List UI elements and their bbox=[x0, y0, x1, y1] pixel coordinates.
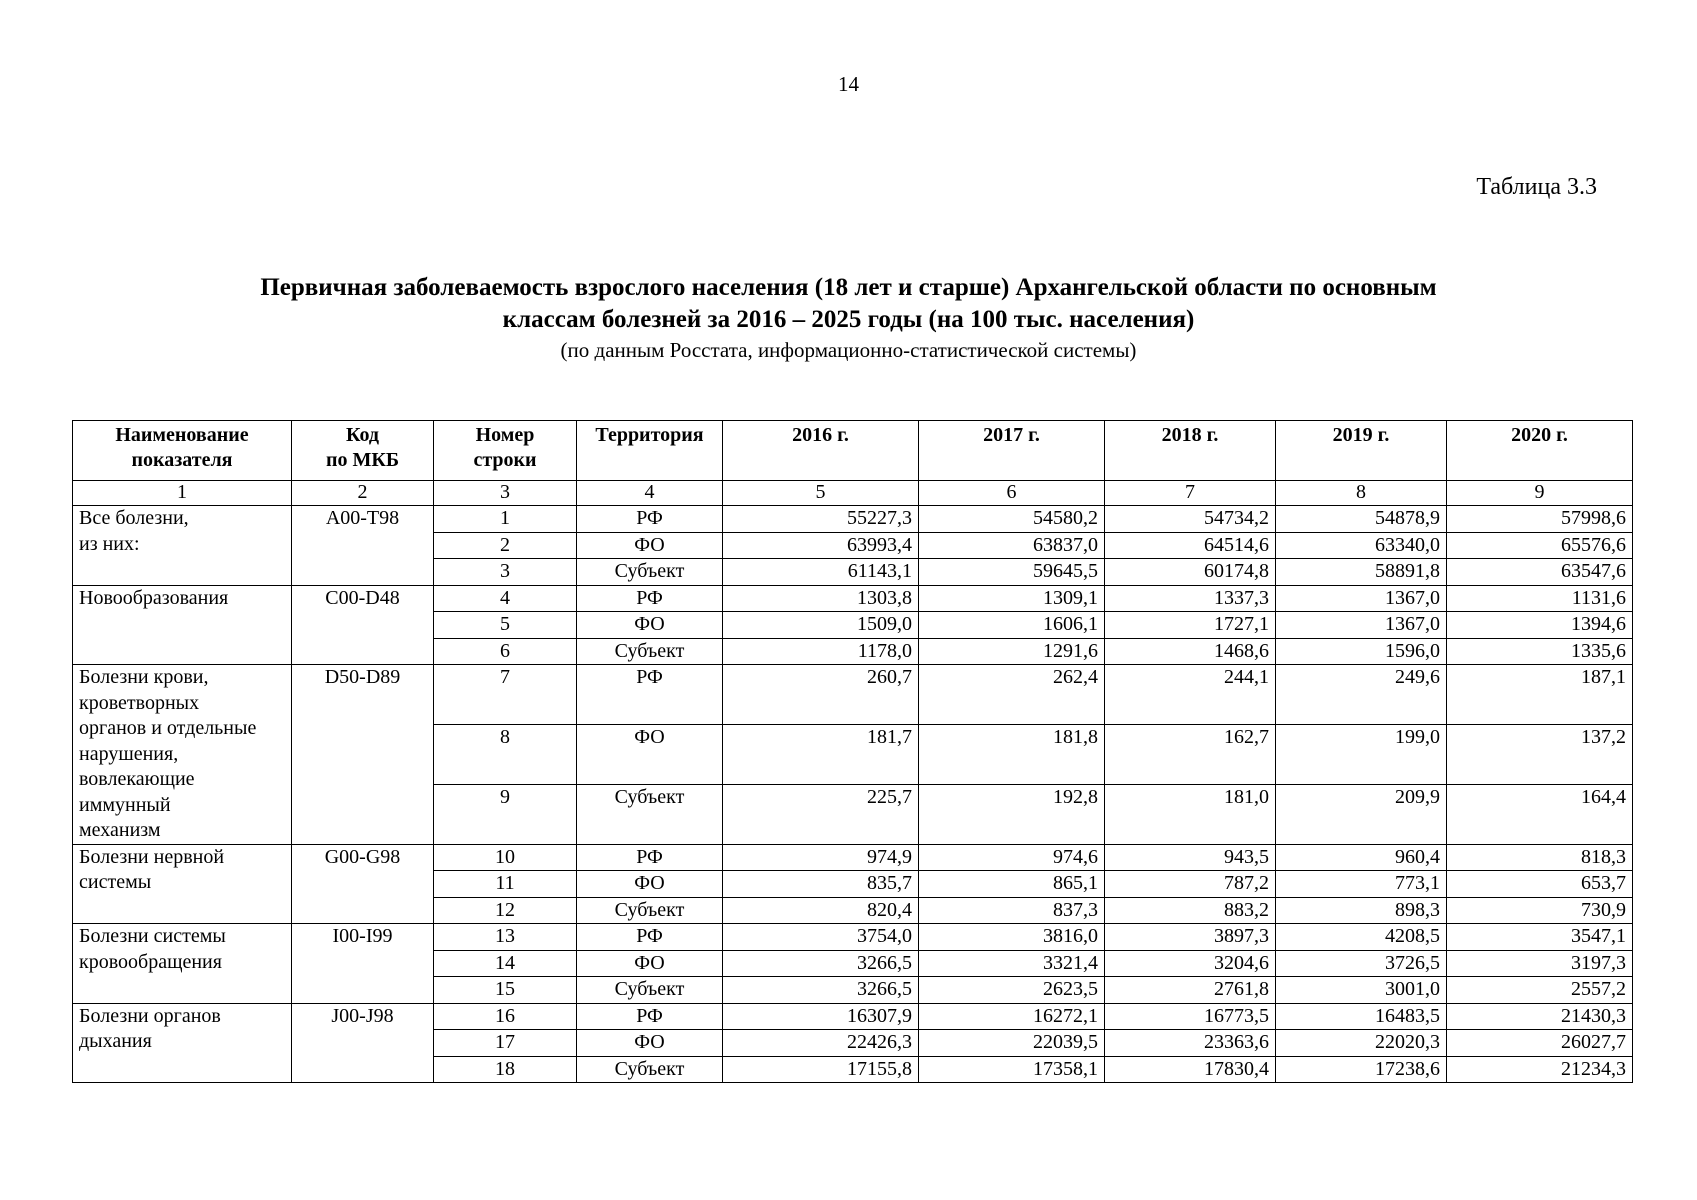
value-cell: 54734,2 bbox=[1105, 506, 1276, 533]
territory-cell: РФ bbox=[577, 665, 723, 725]
column-number: 1 bbox=[73, 481, 292, 506]
value-cell: 63837,0 bbox=[919, 532, 1105, 559]
value-cell: 137,2 bbox=[1447, 724, 1633, 784]
value-cell: 730,9 bbox=[1447, 897, 1633, 924]
row-number-cell: 6 bbox=[434, 638, 577, 665]
value-cell: 22426,3 bbox=[723, 1030, 919, 1057]
value-cell: 3897,3 bbox=[1105, 924, 1276, 951]
indicator-name-cell bbox=[73, 585, 292, 665]
value-cell: 1394,6 bbox=[1447, 612, 1633, 639]
value-cell: 21430,3 bbox=[1447, 1003, 1633, 1030]
header-year-2017: 2017 г. bbox=[919, 421, 1105, 481]
indicator-name-cell bbox=[73, 844, 292, 924]
value-cell: 3726,5 bbox=[1276, 950, 1447, 977]
row-number-cell: 4 bbox=[434, 585, 577, 612]
value-cell: 3001,0 bbox=[1276, 977, 1447, 1004]
header-year-2019: 2019 г. bbox=[1276, 421, 1447, 481]
value-cell: 162,7 bbox=[1105, 724, 1276, 784]
column-number: 7 bbox=[1105, 481, 1276, 506]
value-cell: 59645,5 bbox=[919, 559, 1105, 586]
value-cell: 837,3 bbox=[919, 897, 1105, 924]
territory-cell: ФО bbox=[577, 871, 723, 898]
territory-cell: ФО bbox=[577, 1030, 723, 1057]
indicator-name-line: Болезни органов bbox=[79, 1004, 221, 1027]
value-cell: 1178,0 bbox=[723, 638, 919, 665]
row-number-cell: 13 bbox=[434, 924, 577, 951]
value-cell: 192,8 bbox=[919, 784, 1105, 844]
value-cell: 835,7 bbox=[723, 871, 919, 898]
indicator-name-cell bbox=[73, 924, 292, 1004]
icd-code-cell: C00-D48 bbox=[292, 585, 434, 665]
indicator-name-line: кроветворных bbox=[79, 691, 200, 714]
value-cell: 57998,6 bbox=[1447, 506, 1633, 533]
value-cell: 16773,5 bbox=[1105, 1003, 1276, 1030]
header-year-2016: 2016 г. bbox=[723, 421, 919, 481]
column-number: 9 bbox=[1447, 481, 1633, 506]
value-cell: 3266,5 bbox=[723, 950, 919, 977]
header-row bbox=[73, 421, 1633, 481]
value-cell: 63340,0 bbox=[1276, 532, 1447, 559]
indicator-name-line: из них: bbox=[79, 532, 140, 555]
value-cell: 262,4 bbox=[919, 665, 1105, 725]
table-row bbox=[73, 1003, 1633, 1030]
table-title bbox=[0, 272, 1697, 336]
row-number-cell: 2 bbox=[434, 532, 577, 559]
icd-code-cell: I00-I99 bbox=[292, 924, 434, 1004]
value-cell: 164,4 bbox=[1447, 784, 1633, 844]
row-number-cell: 14 bbox=[434, 950, 577, 977]
territory-cell: РФ bbox=[577, 506, 723, 533]
indicator-name-line: Все болезни, bbox=[79, 507, 189, 529]
value-cell: 3266,5 bbox=[723, 977, 919, 1004]
indicator-name-line: дыхания bbox=[79, 1030, 152, 1052]
value-cell: 3204,6 bbox=[1105, 950, 1276, 977]
value-cell: 17830,4 bbox=[1105, 1056, 1276, 1083]
value-cell: 2761,8 bbox=[1105, 977, 1276, 1004]
value-cell: 181,8 bbox=[919, 724, 1105, 784]
value-cell: 181,7 bbox=[723, 724, 919, 784]
header-year-2020: 2020 г. bbox=[1447, 421, 1633, 481]
value-cell: 818,3 bbox=[1447, 844, 1633, 871]
territory-cell: ФО bbox=[577, 724, 723, 784]
value-cell: 943,5 bbox=[1105, 844, 1276, 871]
indicator-name-line: системы bbox=[79, 871, 152, 893]
value-cell: 63993,4 bbox=[723, 532, 919, 559]
value-cell: 1337,3 bbox=[1105, 585, 1276, 612]
territory-cell: ФО bbox=[577, 950, 723, 977]
indicator-name-line: нарушения, bbox=[79, 742, 179, 765]
value-cell: 974,9 bbox=[723, 844, 919, 871]
row-number-cell: 7 bbox=[434, 665, 577, 725]
value-cell: 974,6 bbox=[919, 844, 1105, 871]
value-cell: 54580,2 bbox=[919, 506, 1105, 533]
value-cell: 1291,6 bbox=[919, 638, 1105, 665]
row-number-cell: 8 bbox=[434, 724, 577, 784]
value-cell: 865,1 bbox=[919, 871, 1105, 898]
value-cell: 898,3 bbox=[1276, 897, 1447, 924]
value-cell: 820,4 bbox=[723, 897, 919, 924]
value-cell: 16483,5 bbox=[1276, 1003, 1447, 1030]
value-cell: 1367,0 bbox=[1276, 585, 1447, 612]
value-cell: 60174,8 bbox=[1105, 559, 1276, 586]
territory-cell: РФ bbox=[577, 844, 723, 871]
value-cell: 21234,3 bbox=[1447, 1056, 1633, 1083]
value-cell: 260,7 bbox=[723, 665, 919, 725]
value-cell: 17238,6 bbox=[1276, 1056, 1447, 1083]
column-number: 4 bbox=[577, 481, 723, 506]
icd-code-cell: D50-D89 bbox=[292, 665, 434, 845]
column-number-row bbox=[73, 481, 1633, 506]
value-cell: 1367,0 bbox=[1276, 612, 1447, 639]
value-cell: 187,1 bbox=[1447, 665, 1633, 725]
value-cell: 209,9 bbox=[1276, 784, 1447, 844]
page-number: 14 bbox=[838, 72, 859, 96]
value-cell: 3197,3 bbox=[1447, 950, 1633, 977]
territory-cell: РФ bbox=[577, 924, 723, 951]
territory-cell: Субъект bbox=[577, 897, 723, 924]
table-subtitle: (по данным Росстата, информационно-статистической системы) bbox=[560, 338, 1137, 362]
value-cell: 653,7 bbox=[1447, 871, 1633, 898]
indicator-name-cell bbox=[73, 1003, 292, 1083]
territory-cell: Субъект bbox=[577, 977, 723, 1004]
value-cell: 64514,6 bbox=[1105, 532, 1276, 559]
value-cell: 1509,0 bbox=[723, 612, 919, 639]
value-cell: 1727,1 bbox=[1105, 612, 1276, 639]
table-row bbox=[73, 924, 1633, 951]
value-cell: 23363,6 bbox=[1105, 1030, 1276, 1057]
title-line-1: Первичная заболеваемость взрослого населения (18 лет и старше) Архангельской области по основным bbox=[260, 274, 1437, 301]
column-number: 3 bbox=[434, 481, 577, 506]
value-cell: 244,1 bbox=[1105, 665, 1276, 725]
indicator-name-line: механизм bbox=[79, 819, 161, 841]
value-cell: 3547,1 bbox=[1447, 924, 1633, 951]
value-cell: 249,6 bbox=[1276, 665, 1447, 725]
value-cell: 1303,8 bbox=[723, 585, 919, 612]
value-cell: 1335,6 bbox=[1447, 638, 1633, 665]
indicator-name-line: вовлекающие bbox=[79, 768, 195, 790]
territory-cell: ФО bbox=[577, 532, 723, 559]
value-cell: 22020,3 bbox=[1276, 1030, 1447, 1057]
table-row bbox=[73, 844, 1633, 871]
value-cell: 3321,4 bbox=[919, 950, 1105, 977]
title-line-2: классам болезней за 2016 – 2025 годы (на 100 тыс. населения) bbox=[502, 306, 1195, 333]
value-cell: 1606,1 bbox=[919, 612, 1105, 639]
indicator-name-line: органов и отдельные bbox=[79, 717, 257, 739]
indicator-name-line: иммунный bbox=[79, 793, 171, 816]
value-cell: 960,4 bbox=[1276, 844, 1447, 871]
table-row bbox=[73, 506, 1633, 533]
table-body bbox=[73, 481, 1633, 1083]
header-icd-code: Код по МКБ bbox=[292, 421, 434, 481]
table-label: Таблица 3.3 bbox=[1476, 174, 1597, 200]
territory-cell: Субъект bbox=[577, 638, 723, 665]
value-cell: 58891,8 bbox=[1276, 559, 1447, 586]
icd-code-cell: A00-T98 bbox=[292, 506, 434, 586]
value-cell: 1131,6 bbox=[1447, 585, 1633, 612]
territory-cell: РФ bbox=[577, 585, 723, 612]
row-number-cell: 10 bbox=[434, 844, 577, 871]
indicator-name-line: кровообращения bbox=[79, 950, 222, 973]
value-cell: 17155,8 bbox=[723, 1056, 919, 1083]
morbidity-table bbox=[72, 420, 1633, 1083]
territory-cell: ФО bbox=[577, 612, 723, 639]
table-row bbox=[73, 665, 1633, 725]
row-number-cell: 1 bbox=[434, 506, 577, 533]
value-cell: 2623,5 bbox=[919, 977, 1105, 1004]
table-row bbox=[73, 585, 1633, 612]
territory-cell: Субъект bbox=[577, 559, 723, 586]
territory-cell: Субъект bbox=[577, 1056, 723, 1083]
value-cell: 225,7 bbox=[723, 784, 919, 844]
row-number-cell: 3 bbox=[434, 559, 577, 586]
column-number: 5 bbox=[723, 481, 919, 506]
indicator-name-cell bbox=[73, 506, 292, 586]
value-cell: 17358,1 bbox=[919, 1056, 1105, 1083]
value-cell: 63547,6 bbox=[1447, 559, 1633, 586]
value-cell: 883,2 bbox=[1105, 897, 1276, 924]
column-number: 8 bbox=[1276, 481, 1447, 506]
icd-code-cell: G00-G98 bbox=[292, 844, 434, 924]
value-cell: 773,1 bbox=[1276, 871, 1447, 898]
value-cell: 787,2 bbox=[1105, 871, 1276, 898]
value-cell: 65576,6 bbox=[1447, 532, 1633, 559]
value-cell: 3754,0 bbox=[723, 924, 919, 951]
value-cell: 4208,5 bbox=[1276, 924, 1447, 951]
row-number-cell: 9 bbox=[434, 784, 577, 844]
row-number-cell: 5 bbox=[434, 612, 577, 639]
value-cell: 199,0 bbox=[1276, 724, 1447, 784]
header-indicator-name: Наименование показателя bbox=[73, 421, 292, 481]
row-number-cell: 11 bbox=[434, 871, 577, 898]
value-cell: 181,0 bbox=[1105, 784, 1276, 844]
value-cell: 16307,9 bbox=[723, 1003, 919, 1030]
row-number-cell: 17 bbox=[434, 1030, 577, 1057]
value-cell: 22039,5 bbox=[919, 1030, 1105, 1057]
value-cell: 54878,9 bbox=[1276, 506, 1447, 533]
column-number: 2 bbox=[292, 481, 434, 506]
indicator-name-line: Болезни нервной bbox=[79, 845, 225, 868]
header-row-number: Номер строки bbox=[434, 421, 577, 481]
icd-code-cell: J00-J98 bbox=[292, 1003, 434, 1083]
row-number-cell: 16 bbox=[434, 1003, 577, 1030]
indicator-name-line: Болезни системы bbox=[79, 925, 226, 947]
value-cell: 1596,0 bbox=[1276, 638, 1447, 665]
row-number-cell: 12 bbox=[434, 897, 577, 924]
territory-cell: РФ bbox=[577, 1003, 723, 1030]
indicator-name-line: Новообразования bbox=[79, 586, 229, 609]
value-cell: 26027,7 bbox=[1447, 1030, 1633, 1057]
header-territory: Территория bbox=[577, 421, 723, 481]
territory-cell: Субъект bbox=[577, 784, 723, 844]
value-cell: 3816,0 bbox=[919, 924, 1105, 951]
row-number-cell: 18 bbox=[434, 1056, 577, 1083]
value-cell: 16272,1 bbox=[919, 1003, 1105, 1030]
row-number-cell: 15 bbox=[434, 977, 577, 1004]
value-cell: 2557,2 bbox=[1447, 977, 1633, 1004]
value-cell: 61143,1 bbox=[723, 559, 919, 586]
value-cell: 55227,3 bbox=[723, 506, 919, 533]
column-number: 6 bbox=[919, 481, 1105, 506]
indicator-name-line: Болезни крови, bbox=[79, 666, 209, 688]
indicator-name-cell bbox=[73, 665, 292, 845]
value-cell: 1309,1 bbox=[919, 585, 1105, 612]
header-year-2018: 2018 г. bbox=[1105, 421, 1276, 481]
value-cell: 1468,6 bbox=[1105, 638, 1276, 665]
